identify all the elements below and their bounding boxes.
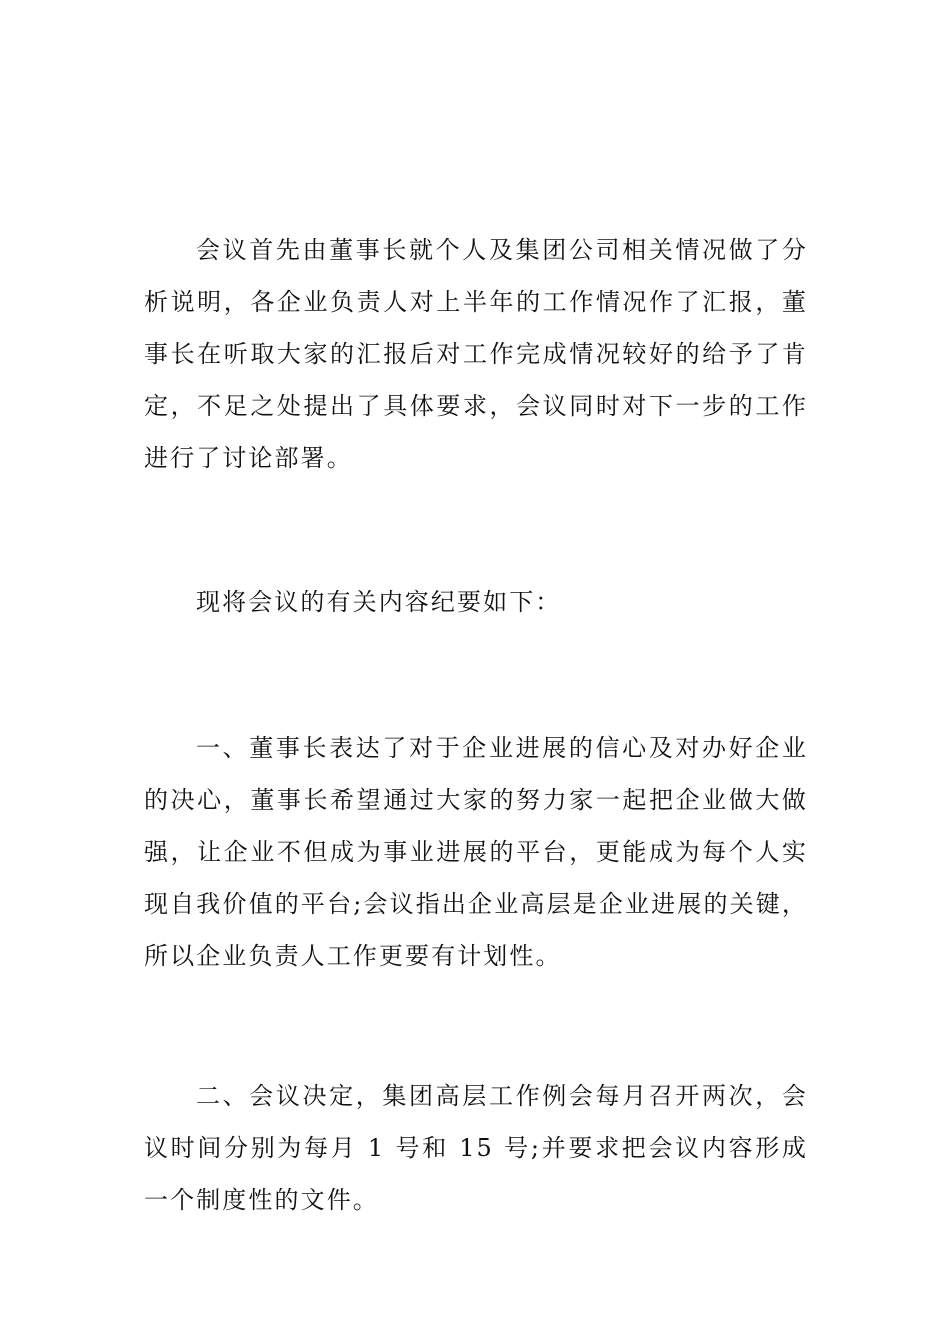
paragraph-item-two: 二、会议决定，集团高层工作例会每月召开两次，会议时间分别为每月 1 号和 15 号;并要求把会议内容形成一个制度性的文件。	[144, 1082, 808, 1214]
paragraph-item-one: 一、董事长表达了对于企业进展的信心及对办好企业的决心，董事长希望通过大家的努力家一起把企业做大做强，让企业不但成为事业进展的平台，更能成为每个人实现自我价值的平台;会议指出企业高层是企业进展的关键，所以企业负责人工作更要有计划性。	[144, 734, 808, 970]
paragraph-summary-intro: 现将会议的有关内容纪要如下：	[196, 588, 562, 616]
paragraph-meeting-overview: 会议首先由董事长就个人及集团公司相关情况做了分析说明，各企业负责人对上半年的工作情况作了汇报，董事长在听取大家的汇报后对工作完成情况较好的给予了肯定，不足之处提出了具体要求，会议同时对下一步的工作进行了讨论部署。	[144, 236, 808, 472]
